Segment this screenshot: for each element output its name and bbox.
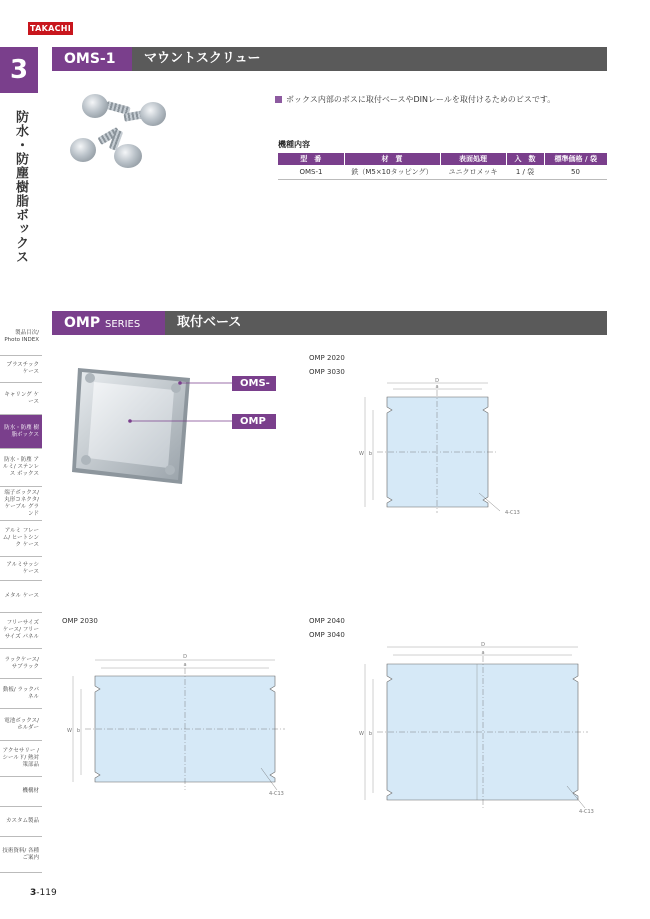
takachi-logo: TAKACHI — [29, 24, 72, 33]
page-number: 3-119 — [30, 888, 57, 898]
figure-label: OMP 2020 — [309, 354, 345, 362]
figure-label: OMP 2040 — [309, 617, 345, 625]
section-code: OMS-1 — [52, 47, 132, 71]
dim-label: b — [368, 451, 372, 457]
sidebar-item-active[interactable]: 防水・防塵 樹脂ボックス — [0, 415, 42, 449]
section-title: 取付ベース — [177, 315, 242, 330]
table-header: 表面処理 — [440, 153, 506, 165]
tag-omp: OMP — [232, 414, 276, 429]
spec-table — [278, 153, 607, 180]
sidebar-item[interactable]: アルミ フレーム/ ヒートシンク ケース — [0, 521, 42, 557]
omp-2030-drawing — [65, 640, 285, 800]
section-title: マウントスクリュー — [144, 51, 261, 66]
table-row — [278, 165, 607, 179]
section-header-oms — [52, 47, 607, 71]
sidebar-item[interactable]: 動板/ ラックパネル — [0, 679, 42, 709]
leader-lines — [130, 370, 240, 430]
sidebar-item[interactable]: カスタム製品 — [0, 807, 42, 837]
tag-oms1: OMS-1 — [232, 376, 276, 391]
sidebar-item[interactable]: 電池ボックス/ ホルダー — [0, 709, 42, 741]
table-cell: ユニクロメッキ — [440, 165, 506, 179]
dim-label: W — [359, 451, 364, 457]
table-caption: 機種内容 — [278, 140, 310, 149]
dim-label: D — [435, 378, 439, 384]
omp-2040-drawing — [355, 640, 605, 815]
sidebar-item[interactable]: 端子ボックス/ 丸形コネクタ/ ケーブル グランド — [0, 487, 42, 521]
figure-label: OMP 3040 — [309, 631, 345, 639]
sidebar-item[interactable]: キャリング ケース — [0, 383, 42, 415]
figure-label: OMP 3030 — [309, 368, 345, 376]
section-code: OMP SERIES — [52, 311, 165, 335]
sidebar-item[interactable]: ラックケース/ サブラック — [0, 649, 42, 679]
oms-description: ボックス内部のボスに取付ベースやDINレールを取付けるためのビスです。 — [275, 94, 555, 105]
sidebar-item[interactable]: フリーサイズ ケース/ フリーサイズ パネル — [0, 613, 42, 649]
table-header: 材 質 — [344, 153, 440, 165]
dim-label: W — [67, 728, 72, 734]
omp-2020-drawing — [355, 375, 520, 520]
dim-label: a — [435, 384, 439, 390]
sidebar-item[interactable]: プラスチック ケース — [0, 356, 42, 383]
section-header-omp — [52, 311, 607, 335]
dim-label: D — [183, 654, 187, 660]
sidebar-item[interactable]: アルミサッシ ケース — [0, 557, 42, 581]
table-header: 入 数 — [506, 153, 544, 165]
chamfer-label: 4-C13 — [505, 510, 520, 516]
table-cell: 鉄（M5×10タッピング） — [344, 165, 440, 179]
chapter-number: 3 — [0, 47, 38, 93]
chamfer-label: 4-C13 — [269, 791, 284, 797]
dim-label: b — [76, 728, 80, 734]
sidebar-item[interactable]: 製品目次/ Photo INDEX — [0, 318, 42, 356]
dim-label: W — [359, 731, 364, 737]
dim-label: b — [368, 731, 372, 737]
table-cell: OMS-1 — [278, 165, 344, 179]
sidebar-item[interactable]: 技術資料/ 各種ご案内 — [0, 837, 42, 873]
table-header: 型 番 — [278, 153, 344, 165]
dim-label: a — [481, 650, 485, 656]
screws-photo — [62, 90, 172, 170]
dim-label: D — [481, 642, 485, 648]
table-cell: 1 / 袋 — [506, 165, 544, 179]
table-header: 標準価格 / 袋 — [544, 153, 607, 165]
dim-label: a — [183, 662, 187, 668]
sidebar-item[interactable]: 防水・防塵 アルミ/ ステンレス ボックス — [0, 449, 42, 487]
figure-label: OMP 2030 — [62, 617, 98, 625]
sidebar-item[interactable]: 機構材 — [0, 777, 42, 807]
sidebar-item[interactable]: アクセサリー /シールド/ 熱対策部品 — [0, 741, 42, 777]
chamfer-label: 4-C13 — [579, 809, 594, 815]
sidebar-item[interactable]: メタル ケース — [0, 581, 42, 613]
table-cell: 50 — [544, 165, 607, 179]
chapter-title: 防水・防塵樹脂ボックス — [13, 110, 28, 264]
